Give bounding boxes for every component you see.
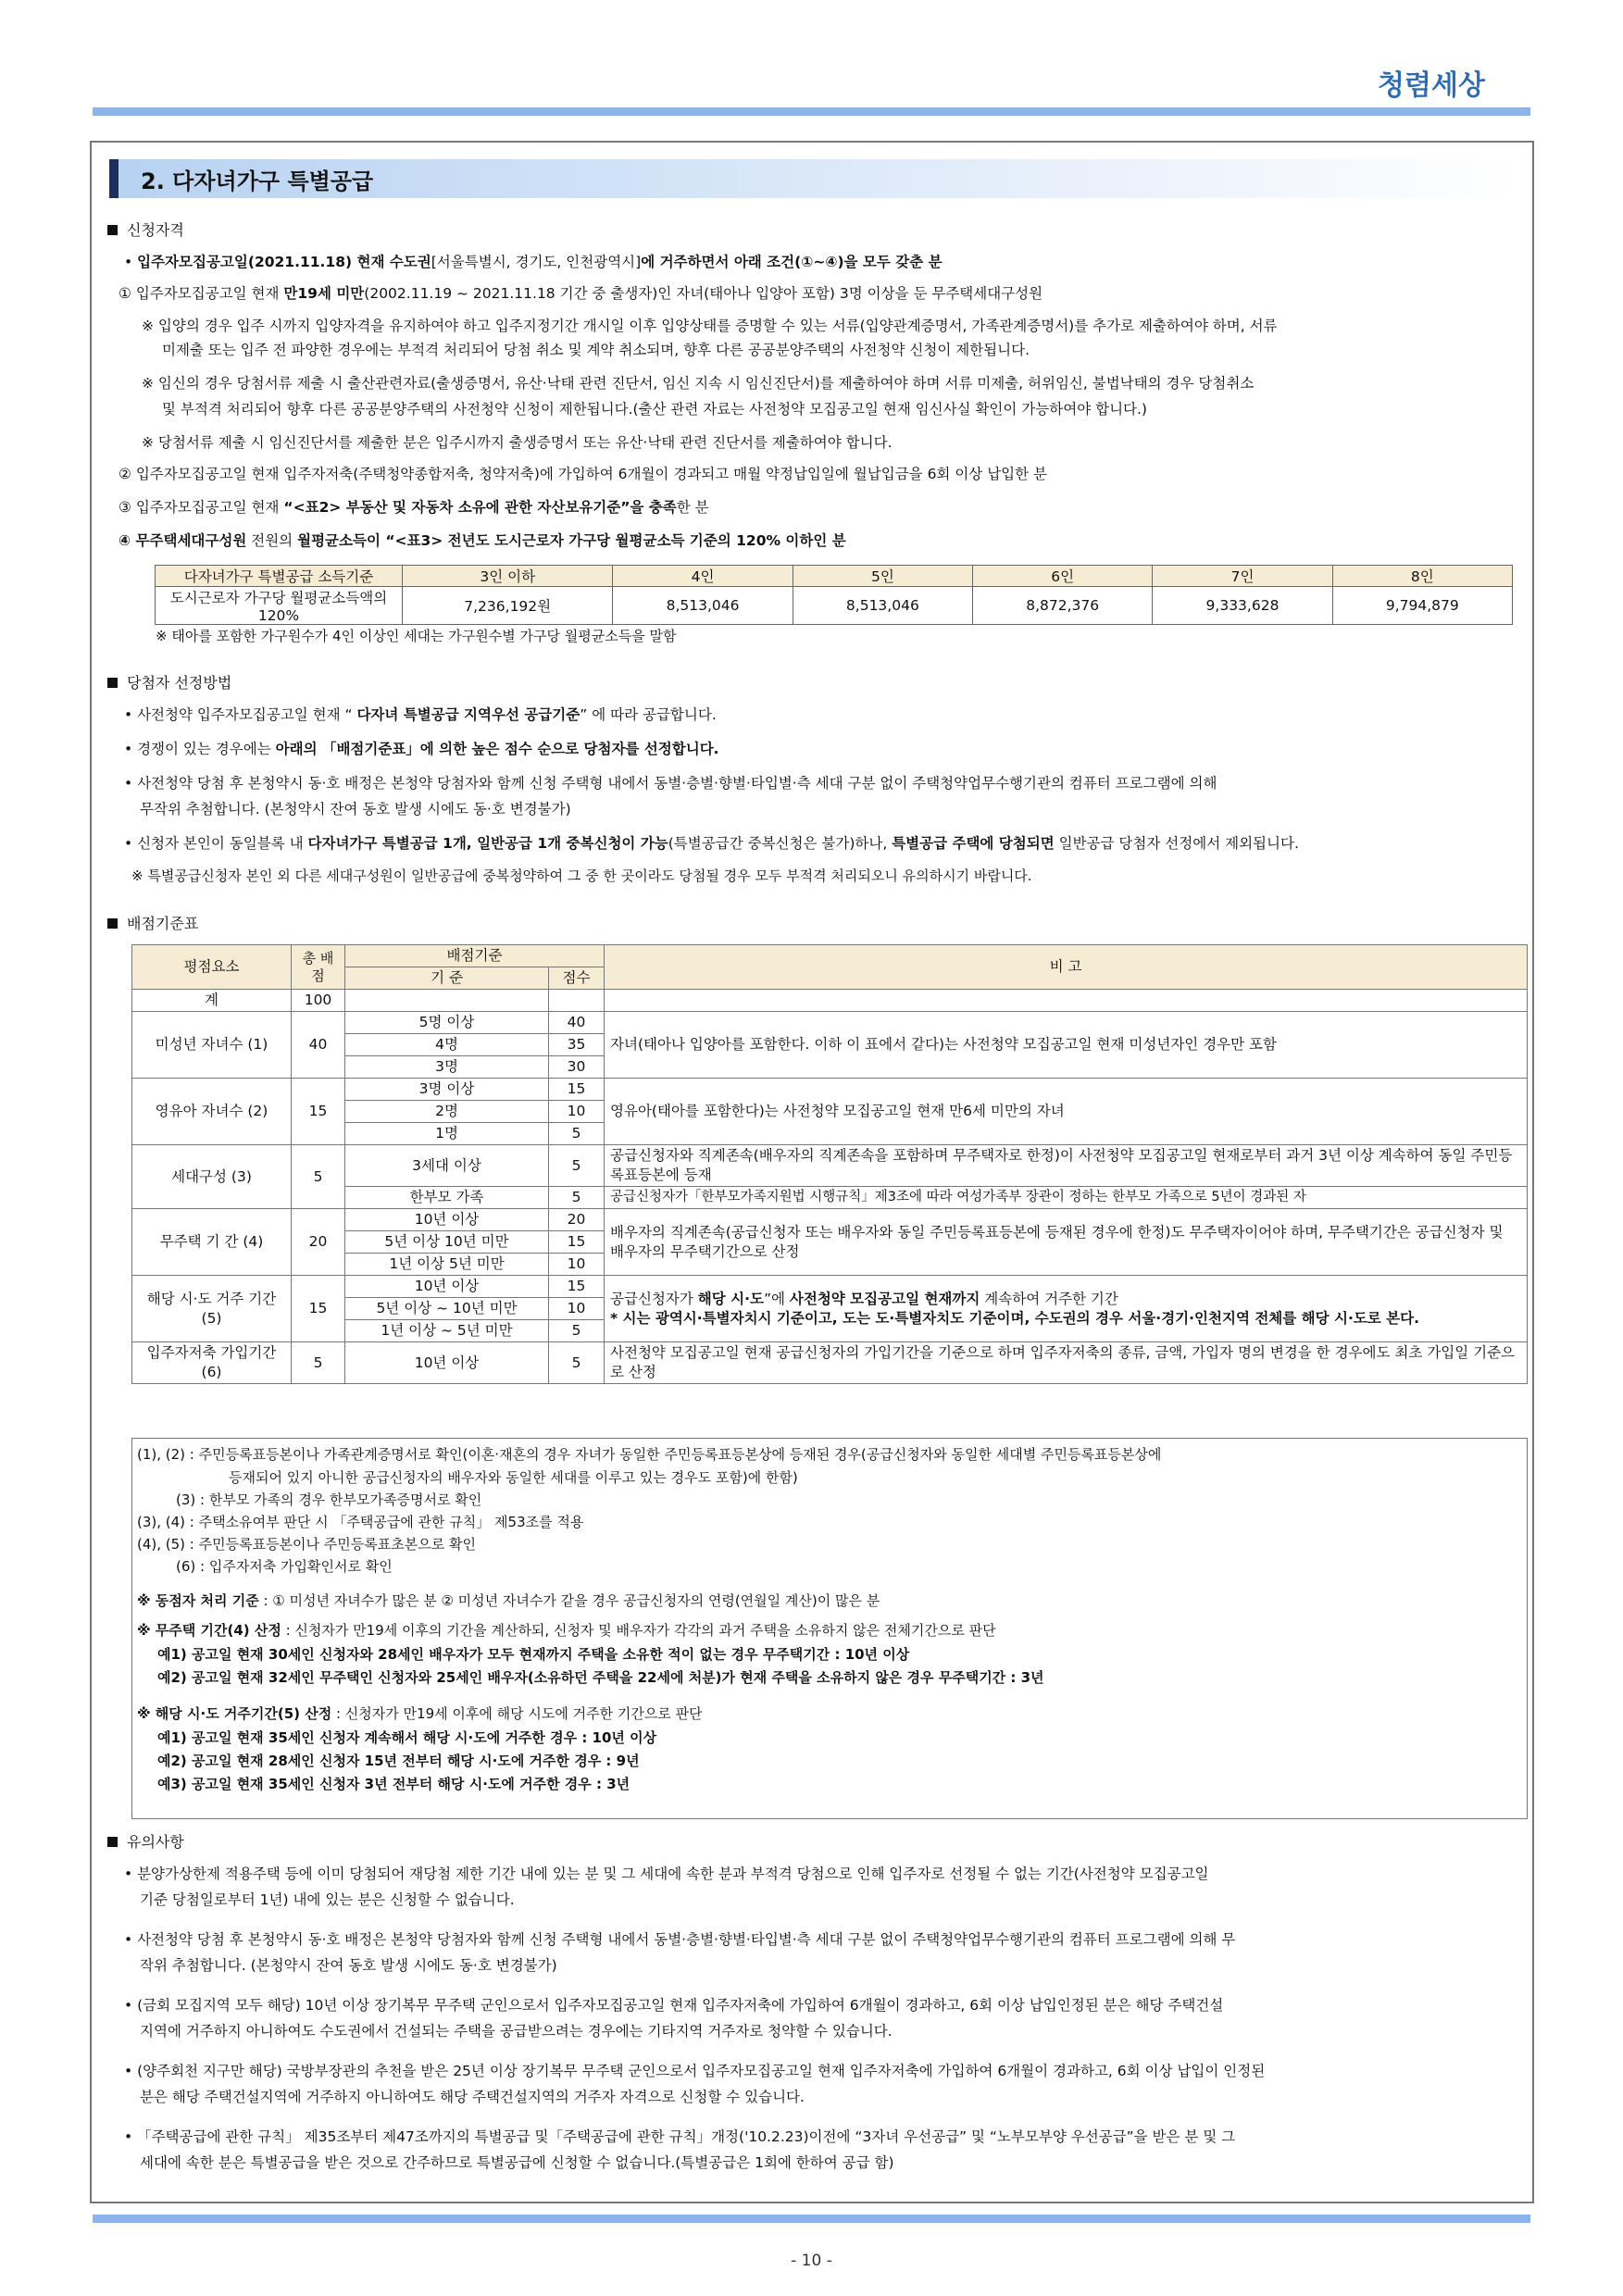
score-note: 사전청약 모집공고일 현재 공급신청자의 가입기간을 기준으로 하며 입주자저축의 종류, 금액, 가입자 명의 변경을 한 경우에도 최초 가입일 기준으로 산정 — [605, 1342, 1528, 1384]
score-table — [131, 944, 1528, 1384]
income-header-cell: 5인 — [793, 566, 972, 587]
selection-bullet-4: • 신청자 본인이 동일블록 내 다자녀가구 특별공급 1개, 일반공급 1개 중복신청이 가능(특별공급간 중복신청은 불가)하나, 특별공급 주택에 당첨되면 일반공급 당첨자 선정에서 제외됩니다. — [124, 835, 1299, 852]
income-header-cell: 7인 — [1153, 566, 1332, 587]
cheongryeom-logo — [1378, 59, 1530, 109]
score-criterion: 4명 — [345, 1034, 549, 1056]
income-value-row — [156, 587, 1513, 625]
score-point: 15 — [549, 1079, 605, 1101]
note-pregnancy-2: 및 부적격 처리되어 향후 다른 공공분양주택의 사전청약 신청이 제한됩니다.(출산 관련 자료는 사전청약 모집공고일 현재 임신사실 확인이 가능하여야 합니다.) — [162, 401, 1147, 418]
selection-bullet-2: • 경쟁이 있는 경우에는 아래의 「배점기준표」에 의한 높은 점수 순으로 당첨자를 선정합니다. — [124, 741, 719, 757]
score-row — [132, 1342, 1528, 1384]
score-criterion: 1명 — [345, 1123, 549, 1145]
score-heading: 배점기준표 — [107, 912, 198, 933]
score-point: 40 — [549, 1012, 605, 1034]
note-pregnancy-3: ※ 당첨서류 제출 시 임신진단서를 제출한 분은 입주시까지 출생증명서 또는 유산·낙태 관련 진단서를 제출하여야 합니다. — [142, 434, 893, 451]
income-cell: 8,513,046 — [793, 587, 972, 625]
score-criterion: 10년 이상 — [345, 1342, 549, 1384]
income-header-cell: 6인 — [973, 566, 1153, 587]
score-header-note: 비 고 — [605, 945, 1528, 990]
score-criterion: 한부모 가족 — [345, 1187, 549, 1209]
income-header-cell: 8인 — [1332, 566, 1512, 587]
score-total: 20 — [292, 1209, 345, 1276]
income-cell: 9,794,879 — [1332, 587, 1512, 625]
score-point: 10 — [549, 1101, 605, 1123]
condition-2: ② 입주자모집공고일 현재 입주자저축(주택청약종합저축, 청약저축)에 가입하여 6개월이 경과되고 매월 약정납입일에 월납입금을 6회 이상 납입한 분 — [119, 466, 1048, 482]
score-header-item: 평점요소 — [132, 945, 292, 990]
score-note: 공급신청자가「한부모가족지원법 시행규칙」제3조에 따라 여성가족부 장관이 정하는 한부모 가족으로 5년이 경과된 자 — [605, 1187, 1528, 1209]
score-point: 20 — [549, 1209, 605, 1231]
header-bar — [93, 107, 1530, 116]
score-criterion: 5년 이상 10년 미만 — [345, 1231, 549, 1254]
score-row — [132, 1079, 1528, 1101]
income-cell: 7,236,192원 — [403, 587, 613, 625]
tie-break-note: ※ 동점자 처리 기준 : ① 미성년 자녀수가 많은 분 ② 미성년 자녀수가 같을 경우 공급신청자의 연령(연월일 계산)이 많은 분 — [137, 1592, 880, 1609]
score-point: 15 — [549, 1276, 605, 1298]
income-cell: 8,513,046 — [613, 587, 793, 625]
score-header-criteria: 배점기준 — [345, 945, 605, 967]
score-point: 5 — [549, 1320, 605, 1342]
caution-2b: 작위 추첨합니다. (본청약시 잔여 동호 발생 시에도 동·호 변경불가) — [140, 1957, 557, 1974]
caution-5b: 세대에 속한 분은 특별공급을 받은 것으로 간주하므로 특별공급에 신청할 수 없습니다.(특별공급은 1회에 한하여 공급 함) — [140, 2154, 894, 2171]
residence-example-1: 예1) 공고일 현재 35세인 신청자 계속해서 해당 시·도에 거주한 경우 : 10년 이상 — [157, 1729, 657, 1746]
section-title-box — [109, 159, 1520, 198]
residence-note: ※ 해당 시·도 거주기간(5) 산정 : 신청자가 만19세 이후에 해당 시도에 거주한 기간으로 판단 — [137, 1705, 703, 1722]
residence-note-1: 공급신청자가 해당 시·도”에 사전청약 모집공고일 현재까지 계속하여 거주한 기간 — [610, 1290, 1118, 1307]
income-table — [155, 565, 1513, 625]
income-note: ※ 태아를 포함한 가구원수가 4인 이상인 세대는 가구원수별 가구당 월평균소득을 말함 — [156, 628, 677, 644]
score-row — [132, 1145, 1528, 1187]
score-row — [132, 1209, 1528, 1231]
score-criterion: 3명 — [345, 1056, 549, 1079]
score-point: 10 — [549, 1298, 605, 1320]
score-label: 세대구성 (3) — [132, 1145, 292, 1209]
note-adoption-2: 미제출 또는 입주 전 파양한 경우에는 부적격 처리되어 당첨 취소 및 계약 취소되며, 향후 다른 공공분양주택의 사전청약 신청이 제한됩니다. — [162, 342, 1030, 358]
condition-3: ③ 입주자모집공고일 현재 “<표2> 부동산 및 자동차 소유에 관한 자산보유기준”을 충족한 분 — [119, 499, 709, 516]
logo-text: 청렴세상 — [1378, 69, 1485, 102]
score-label: 미성년 자녀수 (1) — [132, 1012, 292, 1079]
sum-label: 계 — [132, 990, 292, 1012]
note-pregnancy-1: ※ 임신의 경우 당첨서류 제출 시 출산관련자료(출생증명서, 유산·낙태 관련 진단서, 임신 지속 시 임신진단서)를 제출하여야 하며 서류 미제출, 허위임신, 불법낙태의 경우 당첨취소 — [142, 375, 1255, 392]
score-total: 5 — [292, 1342, 345, 1384]
income-header-cell: 다자녀가구 특별공급 소득기준 — [156, 566, 403, 587]
score-sum-row — [132, 990, 1528, 1012]
caution-1b: 기준 당첨일로부터 1년) 내에 있는 분은 신청할 수 없습니다. — [140, 1891, 515, 1908]
score-criterion: 10년 이상 — [345, 1276, 549, 1298]
income-cell: 도시근로자 가구당 월평균소득액의 120% — [156, 587, 403, 625]
score-criterion: 5년 이상 ~ 10년 미만 — [345, 1298, 549, 1320]
caution-4: • (양주회천 지구만 해당) 국방부장관의 추천을 받은 25년 이상 장기복무 무주택 군인으로서 입주자모집공고일 현재 입주자저축에 가입하여 6개월이 경과하고, 6회 이상 납입이 인정된 — [124, 2063, 1266, 2079]
score-header-points: 점수 — [549, 967, 605, 990]
score-row — [132, 1276, 1528, 1298]
caution-4b: 분은 해당 주택건설지역에 거주하지 아니하여도 해당 주택건설지역의 거주자 자격으로 신청할 수 있습니다. — [140, 2089, 805, 2105]
score-criterion: 5명 이상 — [345, 1012, 549, 1034]
score-point: 35 — [549, 1034, 605, 1056]
score-criterion: 3세대 이상 — [345, 1145, 549, 1187]
caution-5: • 「주택공급에 관한 규칙」 제35조부터 제47조까지의 특별공급 및「주택공급에 관한 규칙」개정('10.2.23)이전에 “3자녀 우선공급” 및 “노부모부양 우선공급”을 받은 분 및 그 — [124, 2128, 1236, 2145]
income-header-cell: 4인 — [613, 566, 793, 587]
caution-2: • 사전청약 당첨 후 본청약시 동·호 배정은 본청약 당첨자와 함께 신청 주택형 내에서 동별·층별·향별·타입별·측 세대 구분 없이 주택청약업무수행기관의 컴퓨터 프로그램에 의해 무 — [124, 1931, 1236, 1948]
score-note: 영유아(태아를 포함한다)는 사전청약 모집공고일 현재 만6세 미만의 자녀 — [605, 1079, 1528, 1145]
score-point: 5 — [549, 1342, 605, 1384]
residence-note-2: * 시는 광역시·특별자치시 기준이고, 도는 도·특별자치도 기준이며, 수도권의 경우 서울·경기·인천지역 전체를 해당 시·도로 본다. — [610, 1309, 1420, 1327]
score-criterion: 2명 — [345, 1101, 549, 1123]
score-note: 공급신청자와 직계존속(배우자의 직계존속을 포함하며 무주택자로 한정)이 사전청약 모집공고일 현재로부터 과거 3년 이상 계속하여 동일 주민등록표등본에 등재 — [605, 1145, 1528, 1187]
score-row — [132, 1012, 1528, 1034]
score-label: 영유아 자녀수 (2) — [132, 1079, 292, 1145]
caution-3: • (금회 모집지역 모두 해당) 10년 이상 장기복무 무주택 군인으로서 입주자모집공고일 현재 입주자저축에 가입하여 6개월이 경과하고, 6회 이상 납입인정된 분은 해당 주택건설 — [124, 1997, 1224, 2014]
score-header-row — [132, 945, 1528, 967]
note-1-2b: 등재되어 있지 아니한 공급신청자의 배우자와 동일한 세대를 이루고 있는 경우도 포함)에 한함) — [229, 1469, 798, 1486]
score-header-standard: 기 준 — [345, 967, 549, 990]
note-3-4: (3), (4) : 주택소유여부 판단 시 「주택공급에 관한 규칙」 제53조를 적용 — [137, 1514, 584, 1530]
note-6: (6) : 입주자저축 가입확인서로 확인 — [176, 1558, 393, 1575]
selection-bullet-3: • 사전청약 당첨 후 본청약시 동·호 배정은 본청약 당첨자와 함께 신청 주택형 내에서 동별·층별·향별·타입별·측 세대 구분 없이 주택청약업무수행기관의 컴퓨터 프로그램에 의해 — [124, 775, 1217, 792]
note-4-5: (4), (5) : 주민등록표등본이나 주민등록표초본으로 확인 — [137, 1536, 476, 1553]
score-total: 40 — [292, 1012, 345, 1079]
score-label: 해당 시·도 거주 기간 (5) — [132, 1276, 292, 1342]
no-house-example-2: 예2) 공고일 현재 32세인 무주택인 신청자와 25세인 배우자(소유하던 주택을 22세에 처분)가 현재 주택을 소유하지 않은 경우 무주택기간 : 3년 — [157, 1669, 1044, 1686]
score-note: 자녀(태아나 입양아를 포함한다. 이하 이 표에서 같다)는 사전청약 모집공고일 현재 미성년자인 경우만 포함 — [605, 1012, 1528, 1079]
selection-heading: 당첨자 선정방법 — [107, 671, 231, 693]
score-total: 15 — [292, 1079, 345, 1145]
no-house-note: ※ 무주택 기간(4) 산정 : 신청자가 만19세 이후의 기간을 계산하되, 신청자 및 배우자가 각각의 과거 주택을 소유하지 않은 전체기간으로 판단 — [137, 1622, 996, 1639]
score-point: 5 — [549, 1145, 605, 1187]
score-total: 5 — [292, 1145, 345, 1209]
footer-bar — [93, 2215, 1530, 2223]
score-total: 15 — [292, 1276, 345, 1342]
residence-example-2: 예2) 공고일 현재 28세인 신청자 15년 전부터 해당 시·도에 거주한 경우 : 9년 — [157, 1753, 640, 1769]
caution-heading: 유의사항 — [107, 1830, 184, 1852]
note-3: (3) : 한부모 가족의 경우 한부모가족증명서로 확인 — [176, 1491, 482, 1508]
qualification-intro: • 입주자모집공고일(2021.11.18) 현재 수도권[서울특별시, 경기도, 인천광역시]에 거주하면서 아래 조건(①~④)을 모두 갖춘 분 — [124, 254, 943, 270]
selection-bullet-3b: 무작위 추첨합니다. (본청약시 잔여 동호 발생 시에도 동·호 변경불가) — [140, 801, 571, 817]
score-note — [605, 1276, 1528, 1342]
score-criterion: 10년 이상 — [345, 1209, 549, 1231]
caution-3b: 지역에 거주하지 아니하여도 수도권에서 건설되는 주택을 공급받으려는 경우에는 기타지역 거주자로 청약할 수 있습니다. — [140, 2023, 893, 2040]
score-label: 입주자저축 가입기간 (6) — [132, 1342, 292, 1384]
sum-value: 100 — [292, 990, 345, 1012]
score-point: 10 — [549, 1254, 605, 1276]
score-criterion: 1년 이상 5년 미만 — [345, 1254, 549, 1276]
condition-1: ① 입주자모집공고일 현재 만19세 미만(2002.11.19 ~ 2021.11.18 기간 중 출생자)인 자녀(태아나 입양아 포함) 3명 이상을 둔 무주택세대구성원 — [119, 285, 1043, 302]
no-house-example-1: 예1) 공고일 현재 30세인 신청자와 28세인 배우자가 모두 현재까지 주택을 소유한 적이 없는 경우 무주택기간 : 10년 이상 — [157, 1646, 910, 1663]
score-point: 30 — [549, 1056, 605, 1079]
income-cell: 8,872,376 — [973, 587, 1153, 625]
condition-4: ④ 무주택세대구성원 전원의 월평균소득이 “<표3> 전년도 도시근로자 가구당 월평균소득 기준의 120% 이하인 분 — [119, 532, 846, 549]
score-criterion: 3명 이상 — [345, 1079, 549, 1101]
income-header-cell: 3인 이하 — [403, 566, 613, 587]
score-criterion: 1년 이상 ~ 5년 미만 — [345, 1320, 549, 1342]
note-adoption-1: ※ 입양의 경우 입주 시까지 입양자격을 유지하여야 하고 입주지정기간 개시일 이후 입양상태를 증명할 수 있는 서류(입양관계증명서, 가족관계증명서)를 추가로 제출하여야 하며, 서류 — [142, 318, 1278, 334]
selection-bullet-1: • 사전청약 입주자모집공고일 현재 “ 다자녀 특별공급 지역우선 공급기준” 에 따라 공급합니다. — [124, 706, 717, 723]
residence-example-3: 예3) 공고일 현재 35세인 신청자 3년 전부터 해당 시·도에 거주한 경우 : 3년 — [157, 1776, 630, 1792]
note-1-2: (1), (2) : 주민등록표등본이나 가족관계증명서로 확인(이혼·재혼의 경우 자녀가 동일한 주민등록표등본상에 등재된 경우(공급신청자와 동일한 세대별 주민등록표등본상에 — [137, 1446, 1162, 1463]
title-accent — [109, 159, 119, 198]
score-note: 배우자의 직계존속(공급신청자 또는 배우자와 동일 주민등록표등본에 등재된 경우에 한정)도 무주택자이어야 하며, 무주택기간은 공급신청자 및 배우자의 무주택기간으로 산정 — [605, 1209, 1528, 1276]
page-number: - 10 - — [791, 2252, 832, 2270]
score-point: 5 — [549, 1123, 605, 1145]
caution-1: • 분양가상한제 적용주택 등에 이미 당첨되어 재당첨 제한 기간 내에 있는 분 및 그 세대에 속한 분과 부적격 당첨으로 인해 입주자로 선정될 수 없는 기간(사전청약 모집공고일 — [124, 1866, 1209, 1882]
score-label: 무주택 기 간 (4) — [132, 1209, 292, 1276]
score-header-total: 총 배점 — [292, 945, 345, 990]
section-title: 2. 다자녀가구 특별공급 — [141, 168, 374, 194]
score-point: 5 — [549, 1187, 605, 1209]
income-cell: 9,333,628 — [1153, 587, 1332, 625]
selection-note: ※ 특별공급신청자 본인 외 다른 세대구성원이 일반공급에 중복청약하여 그 중 한 곳이라도 당첨될 경우 모두 부적격 처리되오니 유의하시기 바랍니다. — [131, 867, 1032, 884]
score-point: 15 — [549, 1231, 605, 1254]
qualification-heading: 신청자격 — [107, 218, 184, 240]
income-header-row — [156, 566, 1513, 587]
